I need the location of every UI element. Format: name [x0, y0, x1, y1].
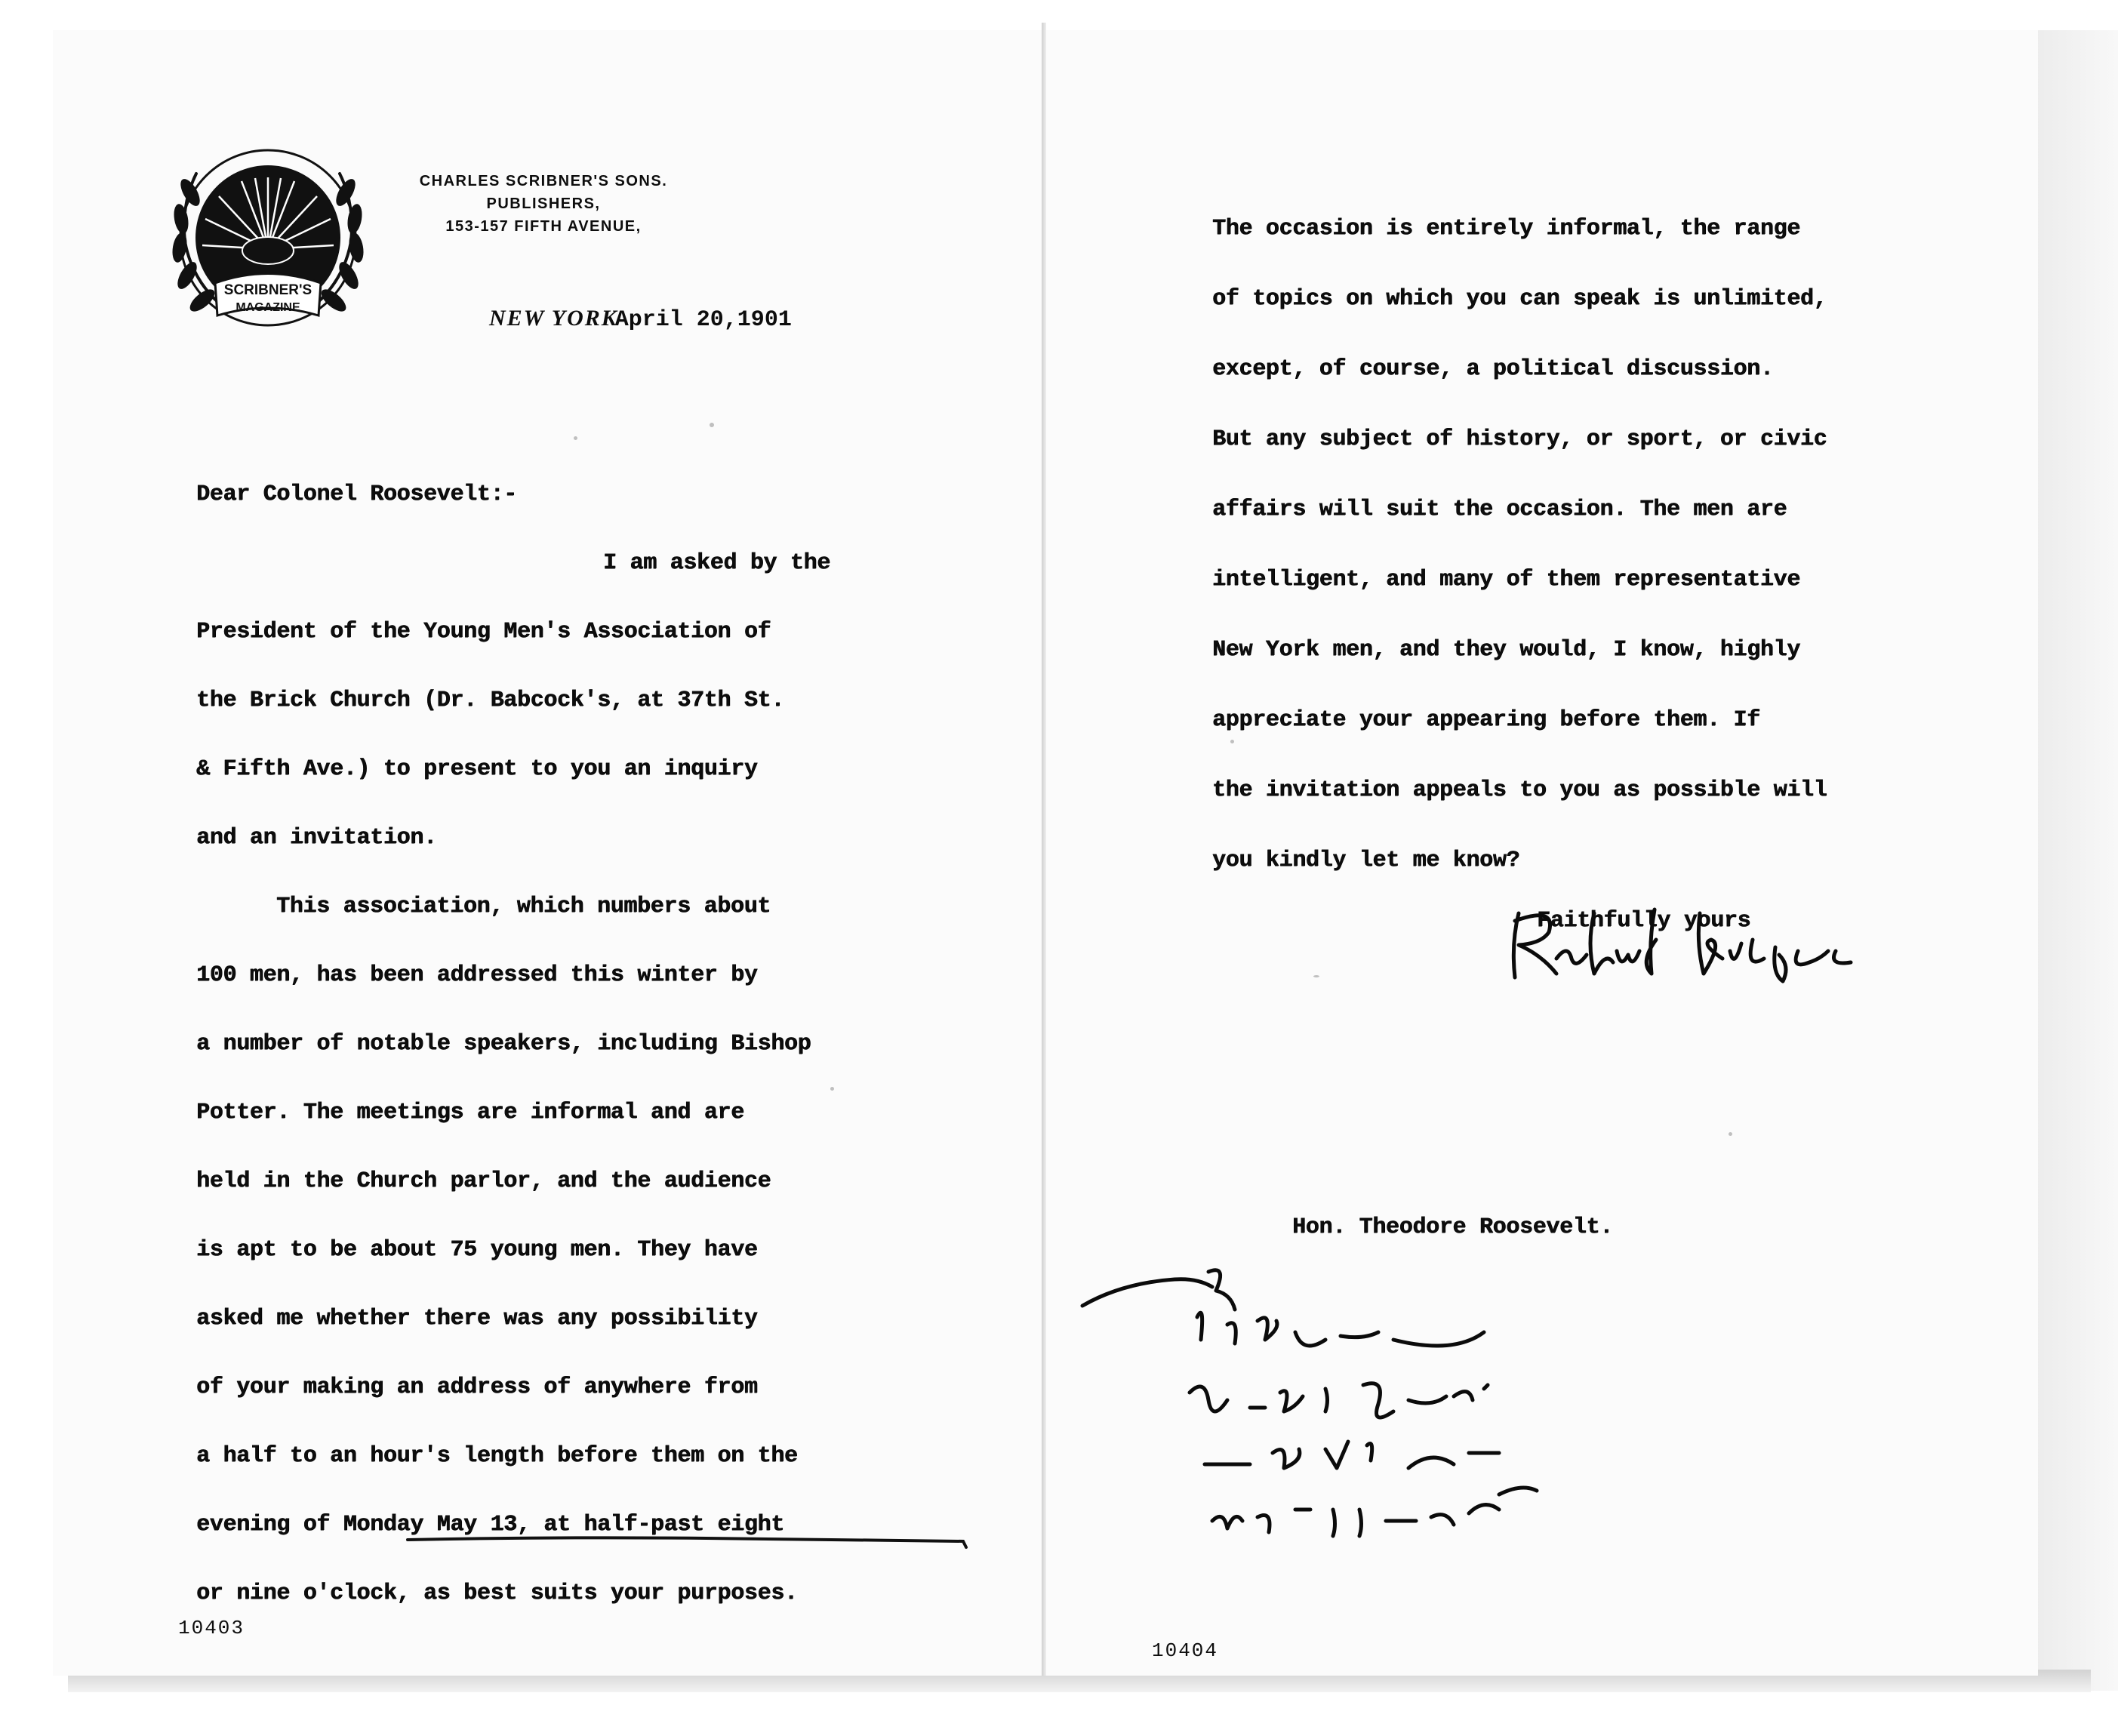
- svg-text:SCRIBNER'S: SCRIBNER'S: [223, 282, 312, 298]
- company-role: PUBLISHERS,: [486, 195, 601, 212]
- closing: Faithfully yours: [1537, 908, 1751, 934]
- letter-line: is apt to be about 75 young men. They have: [196, 1237, 758, 1263]
- svg-text:MAGAZINE: MAGAZINE: [236, 301, 300, 314]
- salutation: Dear Colonel Roosevelt:-: [196, 482, 517, 507]
- letter-date: April 20,1901: [614, 307, 792, 333]
- letter-line: But any subject of history, or sport, or civic: [1212, 426, 1827, 452]
- letter-line: you kindly let me know?: [1212, 848, 1520, 873]
- page-number-left: 10403: [178, 1617, 245, 1639]
- letter-line: and an invitation.: [196, 825, 437, 851]
- letter-line: held in the Church parlor, and the audience: [196, 1168, 771, 1194]
- letter-line: This association, which numbers about: [276, 894, 771, 919]
- left-page: [53, 30, 1094, 1676]
- letter-line: evening of Monday May 13, at half-past eight: [196, 1512, 784, 1537]
- letter-line: I am asked by the: [603, 550, 830, 576]
- signature-robert-bridges: [1473, 898, 1866, 996]
- company-address: 153-157 FIFTH AVENUE,: [445, 218, 642, 235]
- letter-line: New York men, and they would, I know, highly: [1212, 637, 1800, 663]
- date-line: [489, 306, 792, 333]
- scribners-magazine-logo: [151, 121, 385, 355]
- letter-line: Potter. The meetings are informal and are: [196, 1100, 744, 1125]
- addressee: Hon. Theodore Roosevelt.: [1292, 1214, 1613, 1240]
- company-name: CHARLES SCRIBNER'S SONS.: [419, 173, 668, 189]
- page-number-right: 10404: [1152, 1639, 1219, 1662]
- letter-line: a number of notable speakers, including Bishop: [196, 1031, 811, 1057]
- letter-line: asked me whether there was any possibility: [196, 1306, 758, 1331]
- letter-line: appreciate your appearing before them. If: [1212, 707, 1760, 733]
- letter-line: The occasion is entirely informal, the range: [1212, 216, 1800, 242]
- letter-line: a half to an hour's length before them on the: [196, 1443, 798, 1469]
- letter-line: or nine o'clock, as best suits your purposes.: [196, 1581, 798, 1606]
- city: NEW YORK: [489, 306, 618, 331]
- letter-line: of your making an address of anywhere from: [196, 1374, 758, 1400]
- letterhead: [355, 170, 732, 238]
- page-shadow-right: [2034, 30, 2118, 1691]
- letter-line: the invitation appeals to you as possible will: [1212, 777, 1827, 803]
- letter-line: & Fifth Ave.) to present to you an inquiry: [196, 756, 758, 782]
- letter-line: of topics on which you can speak is unlimited,: [1212, 286, 1827, 312]
- letter-line: President of the Young Men's Association of: [196, 619, 771, 645]
- letter-line: intelligent, and many of them representative: [1212, 567, 1800, 593]
- letter-line: except, of course, a political discussion.: [1212, 356, 1774, 382]
- shorthand-annotation: [1076, 1249, 1695, 1581]
- pencil-underline: [405, 1532, 969, 1552]
- letter-line: the Brick Church (Dr. Babcock's, at 37th St.: [196, 688, 784, 713]
- letter-line: affairs will suit the occasion. The men are: [1212, 497, 1787, 522]
- letter-line: 100 men, has been addressed this winter by: [196, 962, 758, 988]
- page-fold: [1042, 23, 1046, 1676]
